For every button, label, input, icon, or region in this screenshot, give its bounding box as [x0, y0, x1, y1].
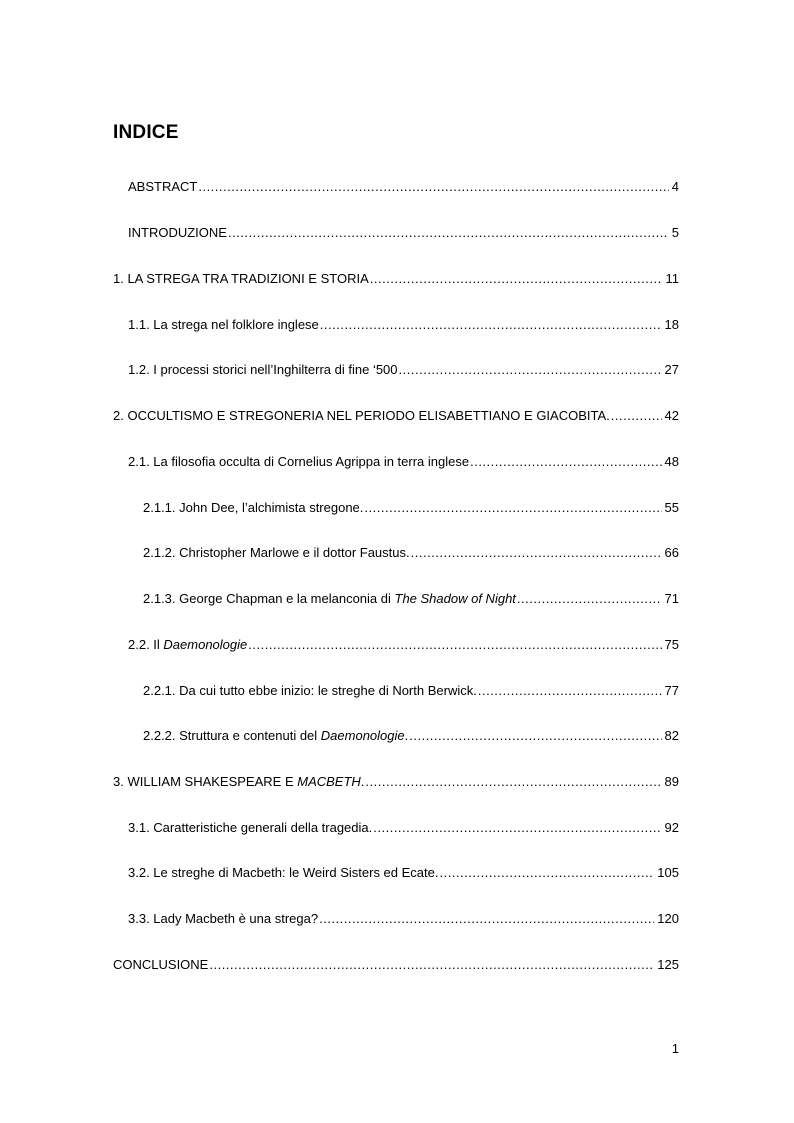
toc-entry-title [128, 636, 247, 654]
toc-page-number: 42 [664, 408, 679, 423]
toc-entry-section-2-1-3[interactable] [143, 590, 679, 608]
toc-entry-section-2-1-1[interactable] [143, 499, 679, 517]
dot-leader [411, 544, 662, 562]
toc-page-number: 71 [664, 591, 679, 606]
dot-leader [470, 453, 661, 471]
dot-leader [228, 224, 669, 242]
toc-entry-section-3-2[interactable] [128, 864, 679, 882]
toc-page-number: 92 [664, 820, 679, 835]
dot-leader [399, 361, 662, 379]
toc-page-number: 11 [665, 271, 679, 286]
toc-entry-section-2-2-1[interactable] [143, 682, 679, 700]
toc-entry-section-2-1[interactable] [128, 453, 679, 471]
toc-page-number: 4 [671, 179, 679, 194]
toc-entry-title: CONCLUSIONE [113, 957, 209, 972]
dot-leader [478, 682, 662, 700]
toc-entry-section-1-2[interactable] [128, 361, 679, 379]
toc-entry-title: INTRODUZIONE [128, 225, 227, 240]
dot-leader [370, 270, 663, 288]
toc-page-number: 55 [664, 500, 679, 515]
toc-entry-abstract[interactable] [128, 178, 679, 196]
toc-entry-title-italic: Daemonologie [320, 728, 405, 743]
dot-leader [319, 910, 654, 928]
toc-entry-title: ABSTRACT [128, 179, 198, 194]
toc-page-number: 66 [664, 545, 679, 560]
dot-leader [198, 178, 668, 196]
toc-entry-title: 2.2.1. Da cui tutto ebbe inizio: le streghe di North Berwick. [143, 683, 477, 698]
dot-leader [409, 727, 661, 745]
toc-entry-title [113, 773, 364, 791]
toc-entry-chapter-1[interactable] [113, 270, 679, 288]
toc-entry-title [143, 590, 516, 608]
dot-leader [209, 956, 654, 974]
toc-entry-chapter-2[interactable] [113, 407, 679, 425]
toc-entry-title: 1.2. I processi storici nell’Inghilterra di fine ‘500 [128, 362, 398, 377]
toc-entry-title-text: 2.2. Il [128, 637, 164, 652]
toc-page-number: 89 [664, 774, 679, 789]
toc-entry-title-text: 3. WILLIAM SHAKESPEARE E [113, 774, 298, 789]
toc-entry-title: 2.1. La filosofia occulta di Cornelius Agrippa in terra inglese [128, 454, 470, 469]
dot-leader [365, 773, 661, 791]
footer-page-number: 1 [671, 1041, 679, 1056]
toc-entry-section-2-1-2[interactable] [143, 544, 679, 562]
dot-leader [517, 590, 662, 608]
dot-leader [248, 636, 661, 654]
toc-page-number: 125 [657, 957, 679, 972]
toc-page-number: 105 [657, 865, 679, 880]
toc-entry-chapter-3[interactable] [113, 773, 679, 791]
toc-entry-introduzione[interactable] [128, 224, 679, 242]
toc-entry-section-2-2-2[interactable] [143, 727, 679, 745]
toc-entry-title-suffix: . [360, 774, 365, 789]
toc-page-number: 5 [671, 225, 679, 240]
toc-entry-title [143, 727, 408, 745]
toc-entry-title-italic: The Shadow of Night [394, 591, 516, 606]
page-title: INDICE [113, 122, 179, 143]
toc-entry-title-text: 2.1.3. George Chapman e la melanconia di [143, 591, 395, 606]
toc-entry-title: 2.1.1. John Dee, l’alchimista stregone. [143, 500, 364, 515]
toc-page-number: 120 [657, 911, 679, 926]
toc-page-number: 75 [664, 637, 679, 652]
toc-page-number: 18 [664, 317, 679, 332]
toc-page-number: 27 [664, 362, 679, 377]
toc-entry-section-1-1[interactable] [128, 316, 679, 334]
toc-entry-title: 3.3. Lady Macbeth è una strega? [128, 911, 319, 926]
toc-entry-title: 2. OCCULTISMO E STREGONERIA NEL PERIODO ELISABETTIANO E GIACOBITA. [113, 408, 610, 423]
dot-leader [439, 864, 654, 882]
toc-entry-section-3-1[interactable] [128, 819, 679, 837]
toc-entry-title: 2.1.2. Christopher Marlowe e il dottor Faustus. [143, 545, 410, 560]
toc-entry-title: 1. LA STREGA TRA TRADIZIONI E STORIA [113, 271, 369, 286]
toc-page-number: 48 [664, 454, 679, 469]
toc-entry-title: 3.1. Caratteristiche generali della tragedia. [128, 820, 373, 835]
toc-entry-section-3-3[interactable] [128, 910, 679, 928]
dot-leader [373, 819, 661, 837]
dot-leader [364, 499, 661, 517]
toc-entry-title-italic: Daemonologie [163, 637, 248, 652]
toc-entry-title-italic: MACBETH [297, 774, 361, 789]
toc-page-number: 82 [664, 728, 679, 743]
toc-entry-conclusione[interactable] [113, 956, 679, 974]
dot-leader [611, 407, 662, 425]
toc-entry-title-text: 2.2.2. Struttura e contenuti del [143, 728, 321, 743]
toc-entry-title: 3.2. Le streghe di Macbeth: le Weird Sisters ed Ecate. [128, 865, 439, 880]
dot-leader [320, 316, 662, 334]
toc-entry-title: 1.1. La strega nel folklore inglese [128, 317, 319, 332]
toc-entry-section-2-2[interactable] [128, 636, 679, 654]
toc-page-number: 77 [664, 683, 679, 698]
toc-entry-title-suffix: . [404, 728, 409, 743]
